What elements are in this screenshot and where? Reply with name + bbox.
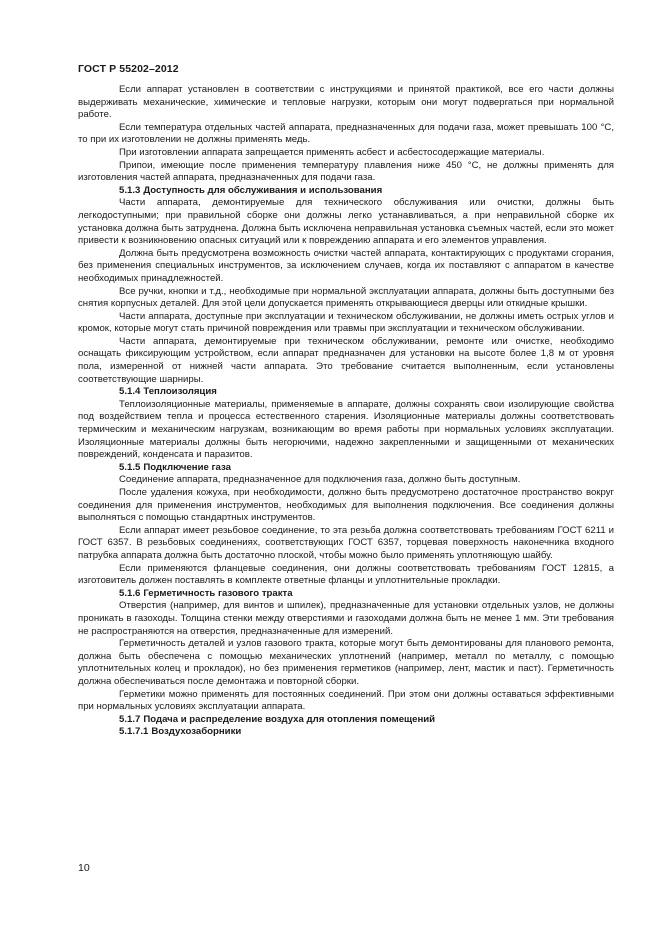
body-paragraph: Части аппарата, демонтируемые при техническом обслуживании, ремонте или очистке, необходимо оснащать фиксирующим устройством, если аппарат предназначен для установки на высоте более 1,8 м от уровня пола, измеренной от нижней части аппарата. Это требование считается выполненным, если установлены соответствующие шарниры.: [78, 335, 614, 385]
body-paragraph: Если аппарат установлен в соответствии с инструкциями и принятой практикой, все его части должны выдерживать механические, химические и тепловые нагрузки, которым они могут подвергаться при нормальной работе.: [78, 84, 614, 121]
section-title: Герметичность газового тракта: [143, 587, 293, 599]
page-number: 10: [78, 862, 90, 874]
section-title: Теплоизоляция: [143, 386, 217, 398]
standard-header: ГОСТ Р 55202–2012: [78, 63, 179, 75]
body-paragraph: Если температура отдельных частей аппарата, предназначенных для подачи газа, может превышать 100 °C, то при их изготовлении не должны применять медь.: [78, 121, 614, 146]
body-paragraph: Если аппарат имеет резьбовое соединение, то эта резьба должна соответствовать требованиям ГОСТ 6211 и ГОСТ 6357. В резьбовых соединениях, соответствующих ГОСТ 6357, торцевая поверхность наконечника входного патрубка аппарата должна быть достаточно плоской, чтобы можно было применять уплотняющую шайбу.: [78, 524, 614, 561]
section-heading: [78, 726, 614, 739]
section-title: Подача и распределение воздуха для отопления помещений: [143, 713, 436, 725]
section-heading: [78, 588, 614, 601]
body-paragraph: Соединение аппарата, предназначенное для подключения газа, должно быть доступным.: [119, 474, 521, 486]
body-paragraph: Все ручки, кнопки и т.д., необходимые при нормальной эксплуатации аппарата, должны быть доступными без снятия корпусных деталей. Для этой цели допускается применять открывающиеся дверцы или откидные крышки.: [78, 285, 614, 310]
section-heading: [78, 462, 614, 475]
section-number: 5.1.3: [119, 184, 141, 196]
body-paragraph: Если применяются фланцевые соединения, они должны соответствовать требованиям ГОСТ 12815, а изготовитель должен поставлять в комплекте ответные фланцы и уплотнительные прокладки.: [78, 562, 614, 587]
section-number: 5.1.4: [119, 386, 141, 398]
body-paragraph: Части аппарата, доступные при эксплуатации и техническом обслуживании, не должны иметь острых углов и кромок, которые могут стать причиной повреждения или травмы при эксплуатации и техническом обслуживании.: [78, 310, 614, 335]
body-paragraph: Теплоизоляционные материалы, применяемые в аппарате, должны сохранять свои изолирующие свойства под воздействием тепла и процесса естественного старения. Изоляционные материалы должны соответствовать термическим и механическим нагрузкам, возникающим во время работы при нормальных условиях эксплуатации. Изоляционные материалы должны быть негорючими, надежно закрепленными и защищенными от механических повреждений, конденсата и паразитов.: [78, 398, 614, 461]
section-heading: [78, 714, 614, 727]
section-number: 5.1.7: [119, 713, 141, 725]
body-paragraph: После удаления кожуха, при необходимости, должно быть предусмотрено достаточное пространство вокруг соединения для применения инструментов, необходимых для выполнения подключения. Все соединения должны выполняться с помощью стандартных инструментов.: [78, 487, 614, 524]
body-paragraph: Отверстия (например, для винтов и шпилек), предназначенные для установки отдельных узлов, не должны проникать в газоходы. Толщина стенки между отверстиями и газоходами должна быть не менее 1 мм. Эти требования не распространяются на отверстия, предназначенные для измерений.: [78, 600, 614, 637]
body-paragraph: Части аппарата, демонтируемые для технического обслуживания или очистки, должны быть легкодоступными; при правильной сборке они должны легко устанавливаться, а при неправильной сборке их установка должна быть затруднена. Должна быть исключена неправильная установка съемных частей, если это может привести к возникновению опасных ситуаций или к повреждению аппарата и его элементов управления.: [78, 197, 614, 247]
section-title: Подключение газа: [143, 461, 231, 473]
section-title: Воздухозаборники: [151, 726, 242, 738]
body-paragraph: Герметичность деталей и узлов газового тракта, которые могут быть демонтированы для планового ремонта, должна быть обеспечена с помощью механических уплотнений (например, металл по металлу, с помощью уплотнительных колец и прокладок), но без применения герметиков (например, лент, мастик и паст). Герметичность должна обеспечиваться после демонтажа и повторной сборки.: [78, 638, 614, 687]
section-heading: [78, 185, 614, 198]
body-paragraph: Должна быть предусмотрена возможность очистки частей аппарата, контактирующих с продуктами сгорания, без применения специальных инструментов, за исключением случаев, когда их поставляют с аппаратом в качестве необходимых принадлежностей.: [78, 247, 614, 284]
section-number: 5.1.7.1: [119, 726, 149, 738]
section-number: 5.1.5: [119, 461, 141, 473]
document-body: [78, 84, 614, 739]
section-title: Доступность для обслуживания и использования: [143, 184, 383, 196]
section-number: 5.1.6: [119, 587, 141, 599]
body-paragraph: При изготовлении аппарата запрещается применять асбест и асбестосодержащие материалы.: [119, 146, 545, 158]
body-paragraph: Припои, имеющие после применения температуру плавления ниже 450 °C, не должны применять для изготовления частей аппарата, предназначенных для подачи газа.: [78, 159, 614, 184]
section-heading: [78, 386, 614, 399]
body-paragraph: Герметики можно применять для постоянных соединений. При этом они должны оставаться эффективными при нормальных условиях эксплуатации аппарата.: [78, 688, 614, 713]
